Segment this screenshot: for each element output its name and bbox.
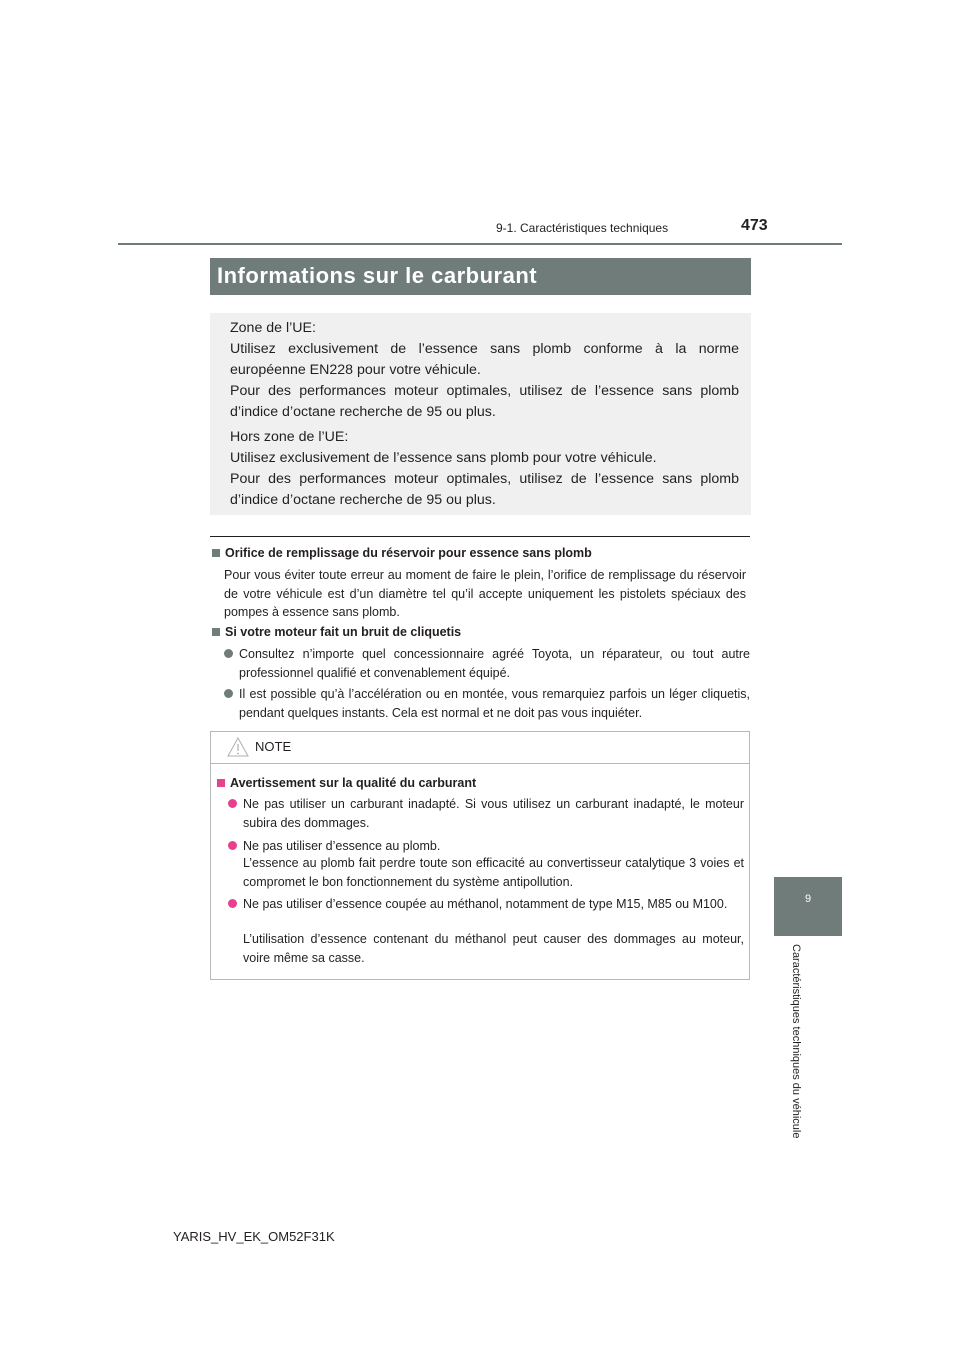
chapter-number: 9 — [804, 893, 812, 905]
section-paragraph: Pour vous éviter toute erreur au moment de faire le plein, l’orifice de remplissage du réservoir de votre véhicule est d’un diamètre tel qu’il accepte uniquement les pistolets spéciaux des pompes à essence sans plomb. — [224, 568, 746, 619]
section-header: 9-1. Caractéristiques techniques — [496, 221, 669, 235]
chapter-side-label-text: Caractéristiques techniques du véhicule — [790, 944, 802, 1139]
chapter-tab — [774, 877, 842, 936]
list-item-text: Consultez n’importe quel concessionnaire agréé Toyota, un réparateur, ou tout autre professionnel qualifié et convenablement équipé. — [239, 647, 750, 680]
square-bullet-icon — [217, 779, 225, 787]
note-list-item — [228, 795, 744, 832]
note-item-text: Ne pas utiliser un carburant inadapté. Si vous utilisez un carburant inadapté, le moteur subira des dommages. — [243, 797, 744, 830]
square-bullet-icon — [212, 628, 220, 636]
section-heading-text: Si votre moteur fait un bruit de cliquetis — [225, 625, 462, 639]
note-heading-text: Avertissement sur la qualité du carburant — [230, 776, 477, 790]
header-rule — [118, 243, 842, 245]
round-bullet-icon — [228, 799, 237, 808]
square-bullet-icon — [212, 549, 220, 557]
note-item-text: L’essence au plomb fait perdre toute son efficacité au convertisseur catalytique 3 voies et compromet le bon fonctionnement du système antipollution. — [243, 856, 744, 889]
title-bar — [210, 258, 751, 295]
note-heading — [217, 776, 476, 790]
round-bullet-icon — [228, 841, 237, 850]
chapter-side-label — [790, 944, 806, 1140]
section-divider — [210, 536, 750, 537]
fuel-info-box — [210, 313, 751, 515]
round-bullet-icon — [228, 899, 237, 908]
note-item-text: Ne pas utiliser d’essence au plomb. — [243, 839, 441, 853]
note-box — [210, 731, 750, 980]
note-item-continuation — [228, 930, 744, 967]
eu-heading: Zone de l’UE: — [230, 320, 316, 336]
non-eu-line-1: Utilisez exclusivement de l’essence sans plomb pour votre véhicule. — [230, 450, 657, 466]
eu-line-1: Utilisez exclusivement de l’essence sans plomb conforme à la norme européenne EN228 pour votre véhicule. — [230, 341, 739, 378]
note-header — [211, 732, 749, 764]
document-code: YARIS_HV_EK_OM52F31K — [173, 1229, 335, 1244]
round-bullet-icon — [224, 649, 233, 658]
page-number: 473 — [741, 217, 768, 234]
note-list-item — [228, 895, 744, 914]
note-list-item — [228, 837, 744, 856]
non-eu-heading: Hors zone de l’UE: — [230, 429, 349, 445]
list-item-text: Il est possible qu’à l’accélération ou en montée, vous remarquiez parfois un léger cliquetis, pendant quelques instants. Cela est normal et ne doit pas vous inquiéter. — [239, 687, 750, 720]
list-item — [224, 685, 750, 722]
warning-triangle-icon — [227, 737, 249, 757]
section-heading-fill-orifice — [212, 546, 592, 560]
note-item-continuation — [228, 854, 744, 891]
non-eu-line-2: Pour des performances moteur optimales, utilisez de l’essence sans plomb d’indice d’octane recherche de 95 ou plus. — [230, 471, 739, 508]
note-item-text: L’utilisation d’essence contenant du méthanol peut causer des dommages au moteur, voire même sa casse. — [243, 932, 744, 965]
round-bullet-icon — [224, 689, 233, 698]
note-item-text: Ne pas utiliser d’essence coupée au méthanol, notamment de type M15, M85 ou M100. — [243, 897, 728, 911]
section-heading-knocking — [212, 625, 461, 639]
page-title: Informations sur le carburant — [217, 263, 538, 288]
note-label: NOTE — [255, 739, 292, 754]
section-heading-text: Orifice de remplissage du réservoir pour essence sans plomb — [225, 546, 592, 560]
list-item — [224, 645, 750, 682]
eu-line-2: Pour des performances moteur optimales, utilisez de l’essence sans plomb d’indice d’octane recherche de 95 ou plus. — [230, 383, 739, 420]
